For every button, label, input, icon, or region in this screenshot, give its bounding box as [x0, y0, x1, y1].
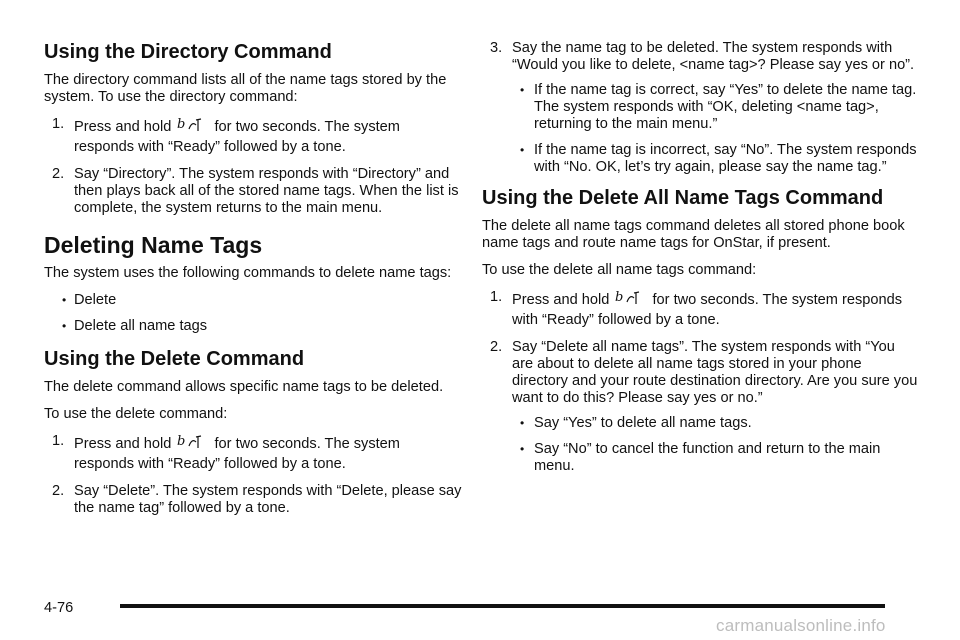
step-text-post: for two seconds. The system responds with “Ready” followed by a tone.	[74, 119, 400, 155]
delete-step-3	[482, 40, 918, 176]
list-item: • Delete	[62, 292, 117, 308]
step-number: 1.	[52, 116, 65, 132]
step-text-pre: Press and hold	[512, 292, 610, 308]
phone-voice-button-icon	[177, 116, 207, 139]
list-item: • Delete all name tags	[62, 318, 208, 334]
step-number: 3.	[490, 40, 503, 56]
delete-all-touse: To use the delete all name tags command:	[482, 262, 757, 278]
svg-text:b: b	[615, 290, 624, 305]
left-column	[44, 40, 464, 527]
step-text-post: for two seconds. The system responds with “Ready” followed by a tone.	[74, 436, 400, 472]
step-text-post: for two seconds. The system responds with “Ready” followed by a tone.	[512, 292, 903, 328]
directory-step-1	[44, 116, 464, 156]
directory-command-heading: Using the Directory Command	[44, 41, 332, 63]
step-number: 1.	[52, 433, 65, 449]
directory-steps	[44, 116, 464, 217]
directory-step-2	[44, 166, 464, 217]
list-item: • If the name tag is incorrect, say “No”. The system responds with “No. OK, let’s try again, please say the name tag.”	[520, 142, 917, 175]
step-text-pre: Press and hold	[74, 119, 172, 135]
step-number: 1.	[490, 289, 503, 305]
delete-step-2	[44, 483, 464, 517]
delete-command-steps-continued	[482, 40, 918, 176]
step-text: Say the name tag to be deleted. The system responds with “Would you like to delete, <name tag>? Please say yes or no”.	[512, 40, 915, 73]
step-text: Say “Delete”. The system responds with “Delete, please say the name tag” followed by a tone.	[74, 483, 462, 516]
bullet-icon: •	[62, 319, 67, 333]
delete-commands-list	[44, 292, 464, 335]
step-3-options	[512, 82, 918, 176]
deleting-name-tags-intro: The system uses the following commands to delete name tags:	[44, 265, 452, 281]
delete-all-step-2	[482, 339, 918, 475]
phone-voice-button-icon	[615, 289, 645, 312]
list-item: • Say “No” to cancel the function and return to the main menu.	[520, 441, 881, 474]
page-number: 4-76	[44, 600, 74, 616]
bullet-icon: •	[520, 416, 525, 430]
delete-all-heading: Using the Delete All Name Tags Command	[482, 187, 884, 209]
delete-all-step-1	[482, 289, 918, 329]
step-text: Say “Directory”. The system responds with “Directory” and then plays back all of the stored name tags. When the list is complete, the system returns to the main menu.	[74, 166, 459, 216]
delete-command-heading: Using the Delete Command	[44, 348, 305, 370]
deleting-name-tags-heading: Deleting Name Tags	[44, 232, 263, 258]
delete-command-intro: The delete command allows specific name tags to be deleted.	[44, 379, 444, 395]
delete-all-options	[512, 415, 918, 475]
delete-all-steps	[482, 289, 918, 475]
delete-all-intro: The delete all name tags command deletes all stored phone book name tags and route name tags for OnStar, if present.	[482, 218, 905, 251]
delete-command-touse: To use the delete command:	[44, 406, 228, 422]
delete-command-steps	[44, 433, 464, 517]
list-item: • If the name tag is correct, say “Yes” to delete the name tag. The system responds with “OK, deleting <name tag>, returning to the main menu.”	[520, 82, 917, 132]
phone-voice-button-icon	[177, 433, 207, 456]
svg-text:b: b	[177, 117, 186, 132]
right-column	[482, 40, 918, 485]
step-number: 2.	[490, 339, 503, 355]
bullet-icon: •	[520, 442, 525, 456]
watermark: carmanualsonline.info	[716, 616, 886, 635]
step-text-pre: Press and hold	[74, 436, 172, 452]
bullet-icon: •	[62, 293, 67, 307]
delete-step-1	[44, 433, 464, 473]
list-item: • Say “Yes” to delete all name tags.	[520, 415, 752, 431]
bullet-icon: •	[520, 83, 525, 97]
footer-rule	[120, 604, 885, 608]
step-number: 2.	[52, 483, 65, 499]
svg-text:b: b	[177, 434, 186, 449]
directory-command-intro: The directory command lists all of the name tags stored by the system. To use the directory command:	[44, 72, 447, 105]
step-number: 2.	[52, 166, 65, 182]
step-text: Say “Delete all name tags”. The system responds with “You are about to delete all name tags stored in your phone directory and your route destination directory. Are you sure you want to do this? Please say yes or no.”	[512, 339, 918, 406]
bullet-icon: •	[520, 143, 525, 157]
